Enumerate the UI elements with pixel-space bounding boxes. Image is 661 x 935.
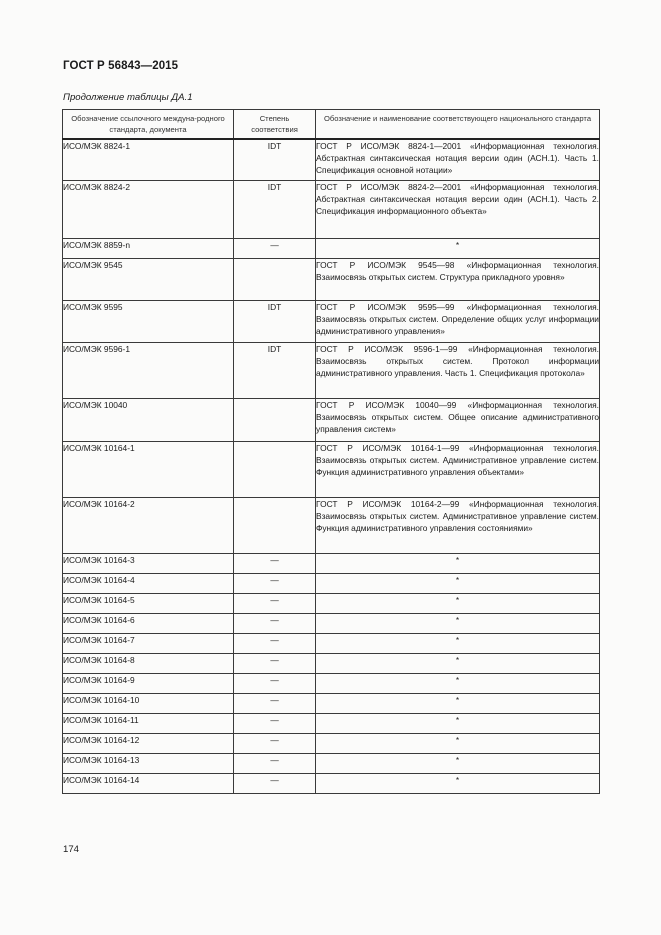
ref-cell: ИСО/МЭК 10164-12 <box>63 733 234 753</box>
national-cell: * <box>316 713 600 733</box>
national-cell: ГОСТ Р ИСО/МЭК 8824-1—2001 «Информационная технология. Абстрактная синтаксическая нотация версии один (АСН.1). Часть 1. Спецификация основной нотации» <box>316 139 600 180</box>
column-header-reference: Обозначение ссылочного междуна-родного стандарта, документа <box>63 110 234 140</box>
ref-cell: ИСО/МЭК 10164-5 <box>63 593 234 613</box>
ref-cell: ИСО/МЭК 10040 <box>63 398 234 441</box>
degree-cell: IDT <box>234 300 316 342</box>
table-row <box>63 633 600 653</box>
national-cell: ГОСТ Р ИСО/МЭК 10164-1—99 «Информационная технология. Взаимосвязь открытых систем. Административное управление систем. Функция административного управления объектами» <box>316 441 600 497</box>
ref-cell: ИСО/МЭК 10164-8 <box>63 653 234 673</box>
ref-cell: ИСО/МЭК 10164-1 <box>63 441 234 497</box>
national-cell: * <box>316 238 600 258</box>
national-cell: * <box>316 753 600 773</box>
table-row <box>63 441 600 497</box>
ref-cell: ИСО/МЭК 9595 <box>63 300 234 342</box>
table-row <box>63 238 600 258</box>
national-cell: * <box>316 593 600 613</box>
national-cell: * <box>316 573 600 593</box>
degree-cell: — <box>234 733 316 753</box>
ref-cell: ИСО/МЭК 10164-4 <box>63 573 234 593</box>
national-cell: * <box>316 673 600 693</box>
national-cell: * <box>316 633 600 653</box>
degree-cell: — <box>234 573 316 593</box>
table-row <box>63 713 600 733</box>
table-row <box>63 398 600 441</box>
column-header-degree: Степень соответствия <box>234 110 316 140</box>
degree-cell: IDT <box>234 342 316 398</box>
degree-cell: — <box>234 673 316 693</box>
ref-cell: ИСО/МЭК 8824-2 <box>63 180 234 238</box>
degree-cell: — <box>234 693 316 713</box>
national-cell: ГОСТ Р ИСО/МЭК 9595—99 «Информационная технология. Взаимосвязь открытых систем. Определение общих услуг информации административного управления» <box>316 300 600 342</box>
national-cell: * <box>316 773 600 793</box>
table-row <box>63 300 600 342</box>
national-cell: ГОСТ Р ИСО/МЭК 10040—99 «Информационная технология. Взаимосвязь открытых систем. Общее описание административного управления систем» <box>316 398 600 441</box>
degree-cell <box>234 258 316 300</box>
table-row <box>63 753 600 773</box>
ref-cell: ИСО/МЭК 8824-1 <box>63 139 234 180</box>
table-row <box>63 653 600 673</box>
table-row <box>63 773 600 793</box>
ref-cell: ИСО/МЭК 10164-2 <box>63 497 234 553</box>
table-row <box>63 553 600 573</box>
degree-cell: — <box>234 593 316 613</box>
table-row <box>63 258 600 300</box>
correspondence-table <box>62 109 600 794</box>
degree-cell: IDT <box>234 180 316 238</box>
ref-cell: ИСО/МЭК 10164-13 <box>63 753 234 773</box>
ref-cell: ИСО/МЭК 9545 <box>63 258 234 300</box>
degree-cell: — <box>234 713 316 733</box>
ref-cell: ИСО/МЭК 10164-6 <box>63 613 234 633</box>
degree-cell: — <box>234 753 316 773</box>
table-row <box>63 613 600 633</box>
table-row <box>63 593 600 613</box>
table-caption: Продолжение таблицы ДА.1 <box>63 92 193 103</box>
table-row <box>63 342 600 398</box>
national-cell: * <box>316 553 600 573</box>
national-cell: ГОСТ Р ИСО/МЭК 8824-2—2001 «Информационная технология. Абстрактная синтаксическая нотация версии один (АСН.1). Часть 2. Спецификация информационного объекта» <box>316 180 600 238</box>
national-cell: * <box>316 653 600 673</box>
page-number: 174 <box>63 844 80 855</box>
document-title: ГОСТ Р 56843—2015 <box>63 60 179 72</box>
national-cell: ГОСТ Р ИСО/МЭК 9545—98 «Информационная технология. Взаимосвязь открытых систем. Структура прикладного уровня» <box>316 258 600 300</box>
degree-cell <box>234 398 316 441</box>
degree-cell: — <box>234 633 316 653</box>
column-header-national: Обозначение и наименование соответствующего национального стандарта <box>316 110 600 140</box>
degree-cell: — <box>234 553 316 573</box>
degree-cell: — <box>234 613 316 633</box>
degree-cell: — <box>234 653 316 673</box>
national-cell: * <box>316 693 600 713</box>
ref-cell: ИСО/МЭК 10164-9 <box>63 673 234 693</box>
ref-cell: ИСО/МЭК 10164-3 <box>63 553 234 573</box>
table-row <box>63 733 600 753</box>
ref-cell: ИСО/МЭК 8859-n <box>63 238 234 258</box>
degree-cell <box>234 441 316 497</box>
national-cell: * <box>316 613 600 633</box>
degree-cell <box>234 497 316 553</box>
ref-cell: ИСО/МЭК 10164-11 <box>63 713 234 733</box>
table-row <box>63 180 600 238</box>
table-row <box>63 693 600 713</box>
ref-cell: ИСО/МЭК 10164-7 <box>63 633 234 653</box>
table-header-row <box>63 110 600 140</box>
table-row <box>63 139 600 180</box>
ref-cell: ИСО/МЭК 10164-10 <box>63 693 234 713</box>
degree-cell: — <box>234 238 316 258</box>
national-cell: * <box>316 733 600 753</box>
ref-cell: ИСО/МЭК 9596-1 <box>63 342 234 398</box>
degree-cell: — <box>234 773 316 793</box>
table-row <box>63 673 600 693</box>
national-cell: ГОСТ Р ИСО/МЭК 10164-2—99 «Информационная технология. Взаимосвязь открытых систем. Административное управление систем. Функция административного управления состояниями» <box>316 497 600 553</box>
degree-cell: IDT <box>234 139 316 180</box>
table-row <box>63 573 600 593</box>
national-cell: ГОСТ Р ИСО/МЭК 9596-1—99 «Информационная технология. Взаимосвязь открытых систем. Протокол информации административного управления. Часть 1. Спецификация протокола» <box>316 342 600 398</box>
ref-cell: ИСО/МЭК 10164-14 <box>63 773 234 793</box>
table-row <box>63 497 600 553</box>
